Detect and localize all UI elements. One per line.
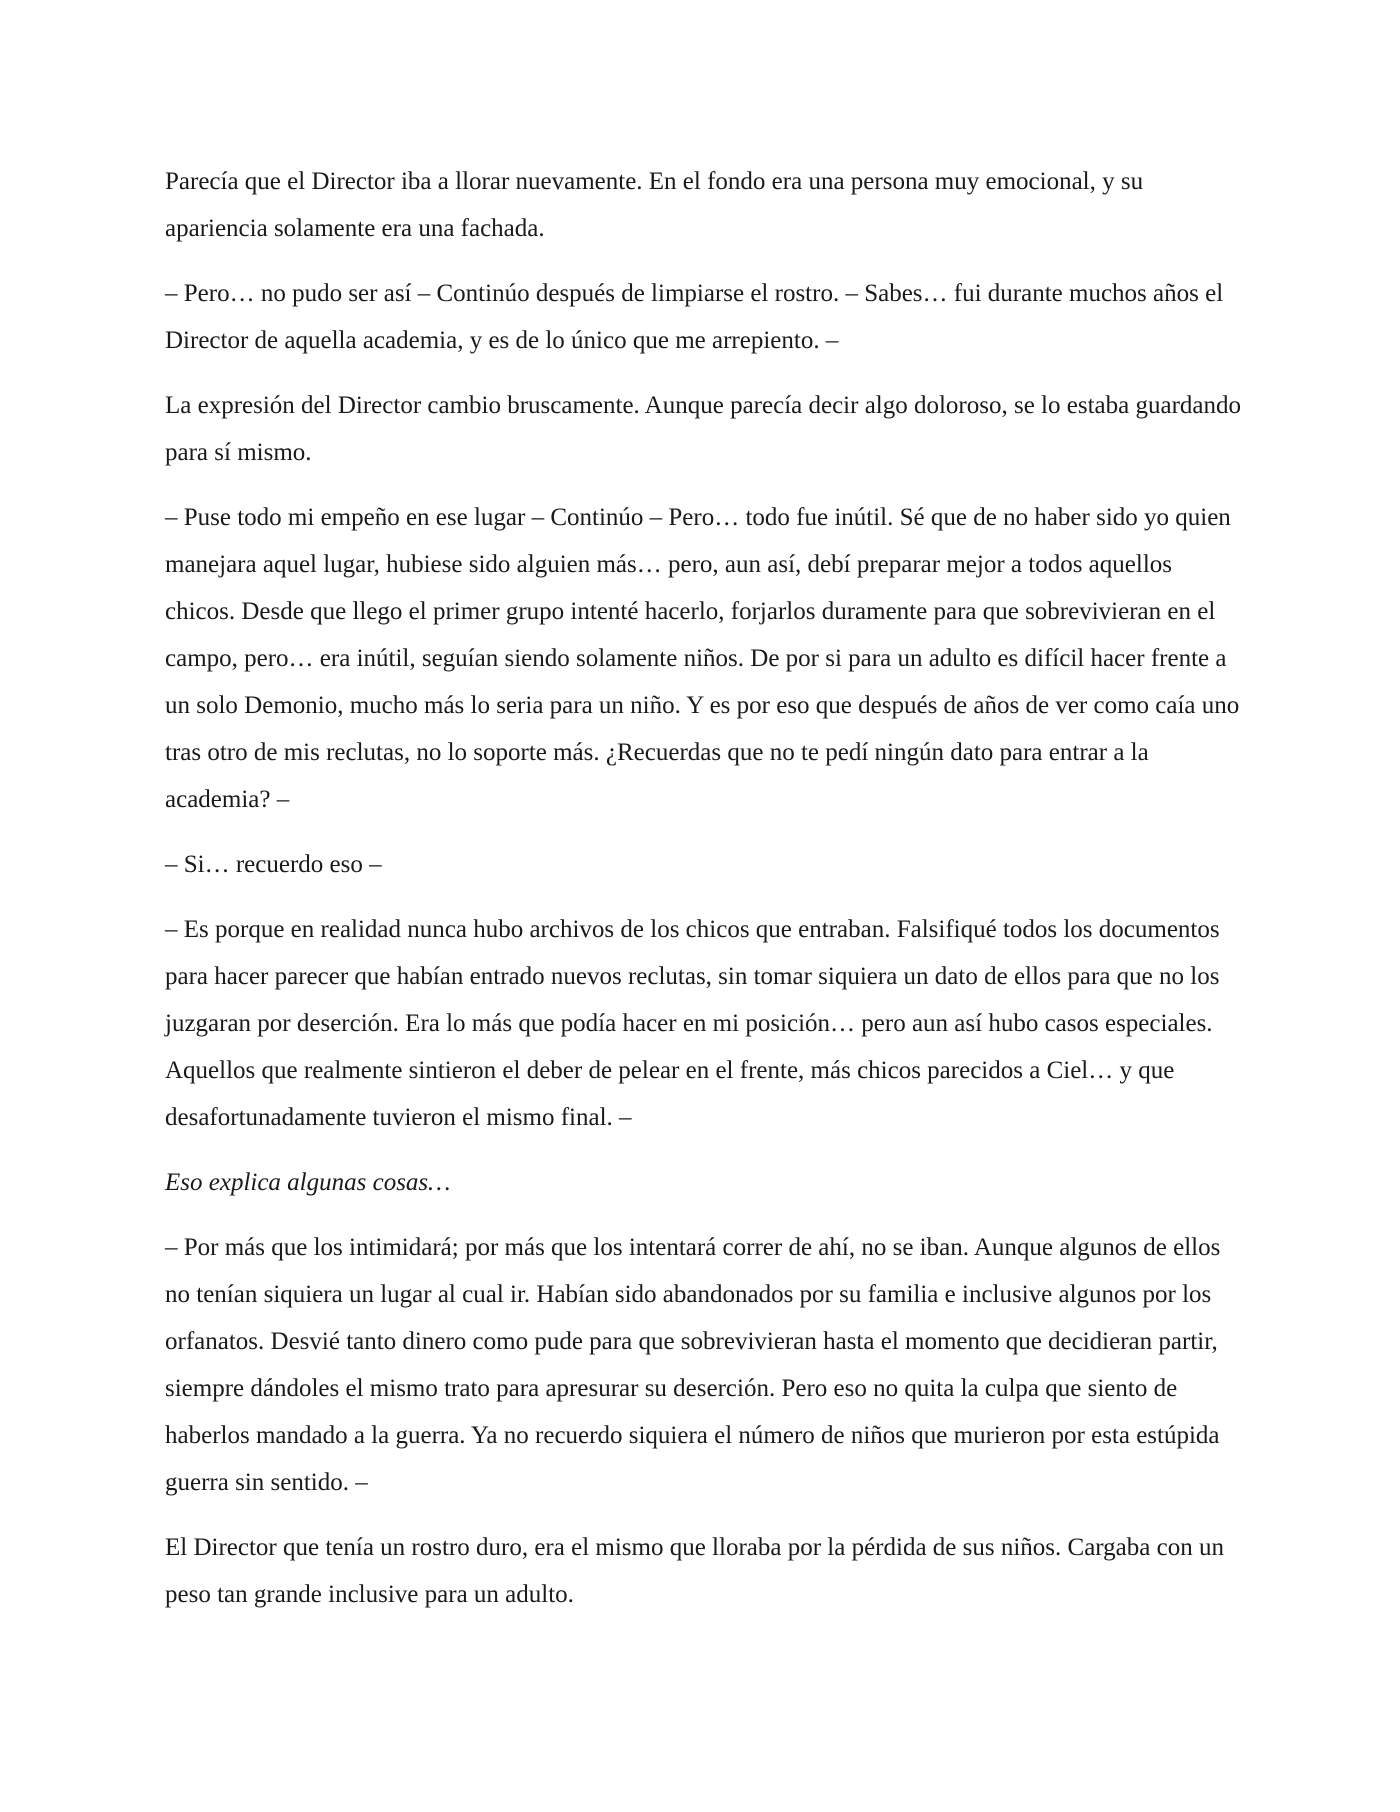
paragraph: – Puse todo mi empeño en ese lugar – Continúo – Pero… todo fue inútil. Sé que de no haber sido yo quien manejara aquel lugar, hubiese sido alguien más… pero, aun así, debí preparar mejor a todos aquellos chicos. Desde que llego el primer grupo intenté hacerlo, forjarlos duramente para que sobrevivieran en el campo, pero… era inútil, seguían siendo solamente niños. De por si para un adulto es difícil hacer frente a un solo Demonio, mucho más lo seria para un niño. Y es por eso que después de años de ver como caía uno tras otro de mis reclutas, no lo soporte más. ¿Recuerdas que no te pedí ningún dato para entrar a la academia? – (165, 504, 1240, 813)
paragraph: – Si… recuerdo eso – (165, 851, 382, 878)
paragraph: – Es porque en realidad nunca hubo archivos de los chicos que entraban. Falsifiqué todos los documentos para hacer parecer que habían entrado nuevos reclutas, sin tomar siquiera un dato de ellos para que no los juzgaran por deserción. Era lo más que podía hacer en mi posición… pero aun así hubo casos especiales. Aquellos que realmente sintieron el deber de pelear en el frente, más chicos parecidos a Ciel… y que desafortunadamente tuvieron el mismo final. – (165, 916, 1220, 1131)
paragraph: – Pero… no pudo ser así – Continúo después de limpiarse el rostro. – Sabes… fui durante muchos años el Director de aquella academia, y es de lo único que me arrepiento. – (165, 280, 1224, 354)
paragraph-italic-thought: Eso explica algunas cosas… (165, 1169, 451, 1196)
paragraph: – Por más que los intimidará; por más que los intentará correr de ahí, no se iban. Aunque algunos de ellos no tenían siquiera un lugar al cual ir. Habían sido abandonados por su familia e inclusive algunos por los orfanatos. Desvié tanto dinero como pude para que sobrevivieran hasta el momento que decidieran partir, siempre dándoles el mismo trato para apresurar su deserción. Pero eso no quita la culpa que siento de haberlos mandado a la guerra. Ya no recuerdo siquiera el número de niños que murieron por esta estúpida guerra sin sentido. – (165, 1234, 1221, 1496)
paragraph: Parecía que el Director iba a llorar nuevamente. En el fondo era una persona muy emocional, y su apariencia solamente era una fachada. (165, 168, 1144, 242)
document-body (165, 158, 1245, 1636)
paragraph: El Director que tenía un rostro duro, era el mismo que lloraba por la pérdida de sus niños. Cargaba con un peso tan grande inclusive para un adulto. (165, 1534, 1224, 1608)
paragraph: La expresión del Director cambio bruscamente. Aunque parecía decir algo doloroso, se lo estaba guardando para sí mismo. (165, 392, 1241, 466)
